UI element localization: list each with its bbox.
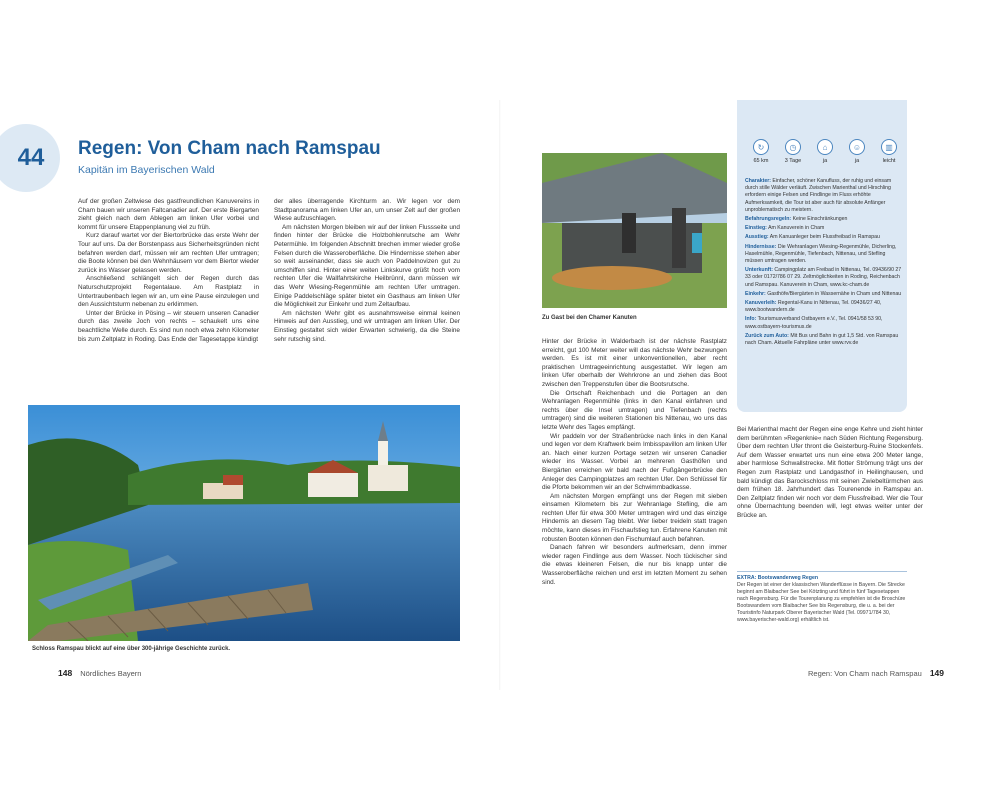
info-label: Befahrungsregeln:	[745, 216, 792, 223]
paragraph: Bei Marienthal macht der Regen eine enge Kehre und zieht hinter dem berühmten »Regenknie« nach Süden Richtung Regensburg. Über dem rechten Ufer thront die Geisterburg-Ruine Stockenfels. Auf dem Wasser erwartet uns nun eine etwa 200 Meter lange, aber harmlose Schwallstrecke. Mit flotter Strömung trägt uns der Regen zum Rastplatz und Landgasthof in Heilinghausen, und bald kündigt das Barockschloss mit seinen Zwiebeltürmchen aus dem frühen 18. Jahrhundert das Tourenende in Ramspau an. Den Zeltplatz finden wir noch vor dem Flussfreibad. Wer die Tour ohne Übernachtung beenden will, legt etwas weiter unter der Brücke an.	[737, 426, 923, 519]
tent-photo-caption: Zu Gast bei den Chamer Kanuten	[542, 315, 637, 321]
tent-photo	[542, 153, 727, 308]
fact-family	[843, 139, 871, 164]
fact-distance	[747, 139, 775, 164]
info-value: Die Wehranlagen Wiesing-Regenmühle, Dicherling, Haselmühle, Regenmühle, Tiefenbach, Nittenau, und Stefling müssen umtragen werden.	[745, 243, 897, 265]
info-item	[745, 244, 903, 266]
paragraph: Am nächsten Wehr gibt es ausnahmsweise einmal keinen Hinweis auf den Ausstieg, und wir umtragen am linken Ufer. Der Einstieg gestaltet sich wider Erwarten schwierig, da die Steine sehr rutschig sind.	[274, 309, 460, 343]
extra-text: Der Regen ist einer der klassischen Wanderflüsse in Bayern. Die Strecke beginnt am Blaibacher See bei Kötzting und führt in fünf Tagesetappen nach Regensburg. Für die Tourenplanung zu empfehlen ist die Broschüre Bootswandern vom Blaibacher See bis Regensburg, die u. a. bei der Touristinfo Naturpark Oberer Bayerischer Wald (Tel. 09971/784 30, www.bayerischer-wald.org) erhältlich ist.	[737, 582, 906, 623]
distance-icon: ↻	[753, 139, 769, 155]
info-list	[745, 178, 903, 349]
info-item	[745, 225, 903, 232]
info-value: Mit Bus und Bahn in gut 1,5 Std. von Ramspau nach Cham. Aktuelle Fahrpläne unter www.rvv.de	[745, 332, 899, 347]
lake-photo	[28, 405, 460, 641]
facts-row	[745, 139, 905, 164]
paragraph: Wir paddeln vor der Straßenbrücke nach links in den Kanal und legen vor dem Kraftwerk beim Imbisspavillon am linken Ufer an. Nach einer kurzen Portage setzen wir unseren Canadier wieder ins Wasser. Vorbei an mehreren Gasthöfen und Biergärten erreichen wir bald nach der Fußgängerbrücke den Anleger des Campingplatzes am rechten Ufer. Den Schlüssel für die Pforte bekommen wir an der Schwimmbadkasse.	[542, 432, 727, 492]
paragraph: Am nächsten Morgen bleiben wir auf der linken Flussseite und finden hinter der Brücke die Holzbohlenrutsche am Wehr Petermühle. Im folgenden Abschnitt brechen immer wieder große Felsen durch die Wasseroberfläche. Die Hindernisse stehen aber so weit auseinander, dass sie auch von Paddelnovizen gut zu umschiffen sind. Hinter einer weiten Linkskurve grüßt hoch vom rechten Ufer die Wallfahrtskirche Heilbrünnl, dann müssen wir das Wehr Wiesing-Regenmühle am rechten Ufer umtragen. Einige Paddelschläge später bietet ein Gasthaus am linken Ufer die Möglichkeit zur Einkehr und zum Zeltaufbau.	[274, 223, 460, 309]
page-title: Regen: Von Cham nach Ramspau	[78, 138, 381, 159]
chapter-number: 44	[17, 144, 45, 171]
fact-label: leicht	[882, 158, 896, 164]
info-value: Am Kanuanleger beim Flussfreibad in Ramspau	[769, 234, 880, 241]
fact-camping	[811, 139, 839, 164]
info-item	[745, 178, 903, 214]
left-column-2	[274, 198, 460, 344]
extra-box	[737, 571, 907, 624]
paragraph: Kurz darauf wartet vor der Biertorbrücke das erste Wehr der Tour auf uns. Da der Borstenpass aus Sicherheitsgründen nicht befahren werden darf, müssen wir am rechten Ufer umtragen; die Boote können bei den Wehnhäusern vor dem Biertor wieder zurück ins Wasser gelassen werden.	[78, 232, 259, 274]
fact-label: 65 km	[753, 158, 769, 164]
info-value: Gasthöfe/Biergärten in Wassernähe in Cham und Nittenau	[767, 290, 902, 297]
fact-label: ja	[854, 158, 860, 164]
info-item	[745, 316, 903, 330]
paragraph: Danach fahren wir besonders aufmerksam, denn immer wieder ragen Findlinge aus dem Wasser. Noch tückischer sind die etwas kleineren Felsen, die nur bis knapp unter die Wasseroberfläche reichen und erst im letzten Moment zu sehen sind.	[542, 544, 727, 586]
page-number-left: 148	[58, 668, 73, 678]
info-item	[745, 291, 903, 298]
fact-label: ja	[822, 158, 828, 164]
right-column-1	[542, 338, 727, 587]
info-label: Kanuverleih:	[745, 300, 777, 307]
days-icon: ◷	[785, 139, 801, 155]
paragraph: Hinter der Brücke in Walderbach ist der nächste Rastplatz erreicht, gut 100 Meter weiter will das nächste Wehr bezwungen werden. Es ist mit einer unkonventionellen, aber recht praktischen Umtrageeinrichtung ausgestattet. Wir legen am linken Ufer oberhalb der Wehrkrone an und ziehen das Boot zwischen den Treppenstufen über die Bootsrutsche.	[542, 338, 727, 388]
info-label: Hindernisse:	[745, 243, 777, 250]
paragraph: Anschließend schlängelt sich der Regen durch das Naturschutzprojekt Regentalaue. Am Rastplatz in Untertraubenbach legen wir an, um eine Pause einzulegen und den Aussichtsturm nebenan zu erklimmen.	[78, 275, 259, 309]
running-head-left: Nördliches Bayern	[80, 669, 142, 678]
info-item	[745, 333, 903, 347]
lake-photo-caption: Schloss Ramspau blickt auf eine über 300-jährige Geschichte zurück.	[32, 646, 231, 652]
page-number-right: 149	[929, 668, 944, 678]
left-column-1	[78, 198, 259, 344]
info-value: Keine Einschränkungen	[792, 216, 848, 223]
extra-title: EXTRA: Bootswanderweg Regen	[737, 575, 818, 581]
footer-left	[58, 668, 141, 678]
fact-days	[779, 139, 807, 164]
info-item	[745, 267, 903, 289]
right-column-2	[737, 426, 923, 521]
info-item	[745, 300, 903, 314]
footer-right	[808, 668, 944, 678]
info-item	[745, 216, 903, 223]
info-item	[745, 234, 903, 241]
info-label: Ausstieg:	[745, 234, 769, 241]
fact-difficulty	[875, 139, 903, 164]
info-label: Einstieg:	[745, 225, 767, 232]
divider	[737, 571, 907, 572]
info-label: Einkehr:	[745, 290, 766, 297]
info-value: Tourismusverband Ostbayern e.V., Tel. 0941/58 53 90, www.ostbayern-tourismus.de	[745, 316, 883, 330]
paragraph: der alles überragende Kirchturm an. Wir legen vor dem Stadtpanorama am linken Ufer an, um unser Zelt auf der großen Wiese aufzuschlagen.	[274, 198, 460, 223]
family-icon: ☺	[849, 139, 865, 155]
fact-label: 3 Tage	[784, 158, 802, 164]
info-label: Charakter:	[745, 178, 771, 184]
paragraph: Unter der Brücke in Pösing – wir steuern unseren Canadier durch das zweite Joch von rechts – schaukelt uns eine beachtliche Welle durch. Es sind nun noch etwa zehn Kilometer bis zum Zeltplatz in Roding. Das Ende der Tagesetappe kündigt	[78, 309, 259, 343]
info-label: Info:	[745, 316, 757, 323]
page-subtitle: Kapitän im Bayerischen Wald	[78, 164, 215, 176]
book-gutter	[499, 100, 501, 690]
difficulty-icon: ▥	[881, 139, 897, 155]
info-value: Am Kanuverein in Cham	[768, 225, 825, 232]
info-label: Zurück zum Auto:	[745, 332, 789, 339]
info-value: Campingplatz am Freibad in Nittenau, Tel. 09436/90 27 33 oder 0172/786 07 29. Zeltmöglichkeiten in Roding, Reichenbach und Ramspau. Kanuverein in Cham, www.kc-cham.de	[745, 267, 902, 288]
running-head-right: Regen: Von Cham nach Ramspau	[807, 669, 922, 678]
info-value: Einfacher, schöner Kanufluss, der ruhig und einsam durch stille Wälder verläuft. Zwischen Marienthal und Hirschling erfordern einige Felsen und Findlinge im Fluss erhöhte Aufmerksamkeit, die Tour ist aber auch für absolute Anfänger unproblematisch zu meistern.	[745, 178, 892, 213]
paragraph: Die Ortschaft Reichenbach und die Portagen an den Wehranlagen Regenmühle (links in den Kanal einfahren und rechts über die Insel umtragen) und Tiefenbach (rechts umtragen) sind die weiteren Stationen bis Nittenau, wo uns das letzte Wehr des Tages empfängt.	[542, 389, 727, 431]
paragraph: Auf der großen Zeltwiese des gastfreundlichen Kanuvereins in Cham bauen wir unseren Faltcanadier auf. Der erste Biergarten zieht gleich nach dem Ablegen am linken Ufer vorbei und kommt für unsere Etappenplanung viel zu früh.	[78, 198, 259, 231]
paragraph: Am nächsten Morgen empfängt uns der Regen mit sieben einsamen Kilometern bis zur Wehranlage Stefling, die am rechten Ufer für etwa 300 Meter umtragen wird und das einzige Hindernis an diesem Tag bleibt. Wer lieber treideln statt tragen möchte, kann dieses im Fischaufstieg tun. Erfahrene Kanuten mit robusten Booten können den Fischumlauf auch befahren.	[542, 492, 727, 543]
camping-icon: ⌂	[817, 139, 833, 155]
info-label: Unterkunft:	[745, 267, 773, 274]
info-value: Regental-Kanu in Nittenau, Tel. 09436/27 40, www.bootwandern.de	[745, 300, 882, 314]
